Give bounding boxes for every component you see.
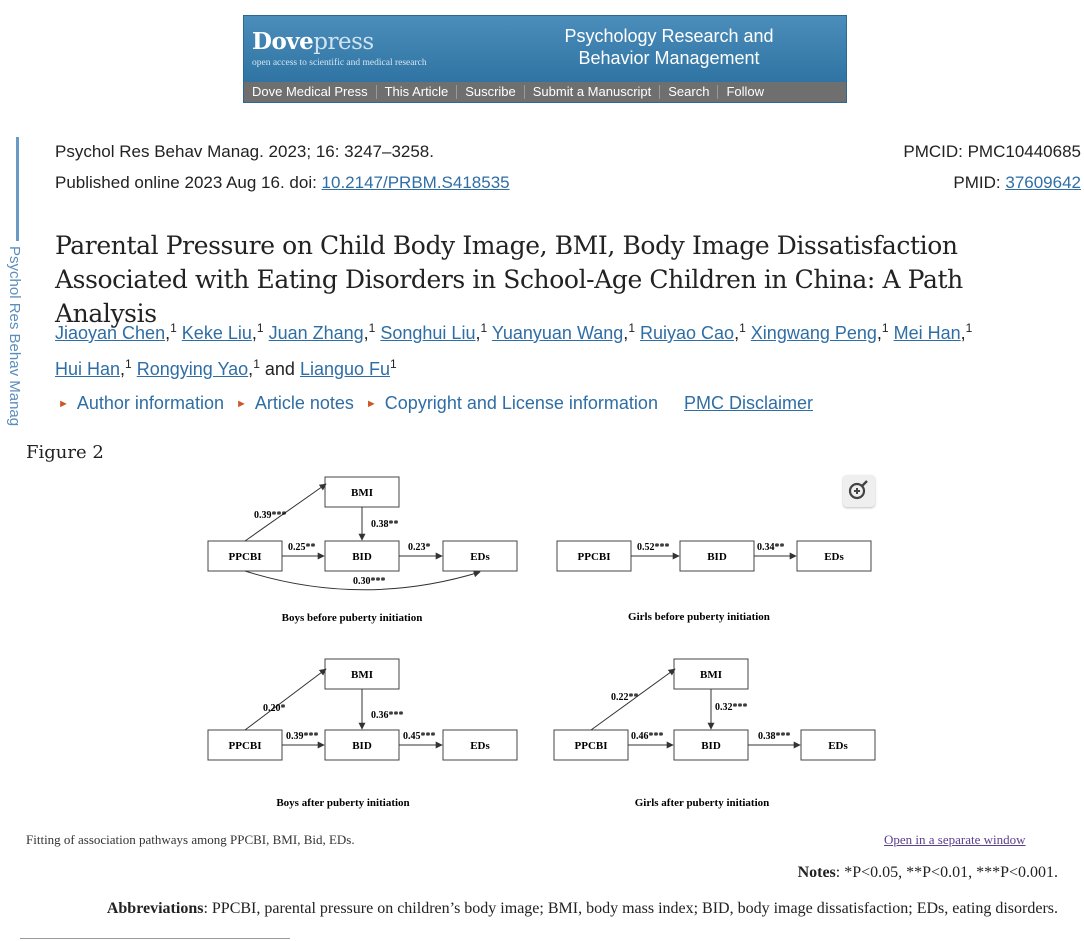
divider <box>20 938 290 939</box>
brand-bold: Dove <box>252 28 314 55</box>
panel-girls-after <box>554 659 875 809</box>
panel-girls-before <box>557 541 871 623</box>
author-link[interactable]: Hui Han <box>55 359 121 379</box>
expand-triangle-icon[interactable]: ► <box>235 397 247 410</box>
notes-label: Notes <box>797 864 836 881</box>
coef-label: 0.22** <box>611 692 639 703</box>
coef-label: 0.20* <box>263 703 286 714</box>
author-link[interactable]: Xingwang Peng <box>750 323 877 343</box>
node-eds: EDs <box>824 551 844 563</box>
brand-light: press <box>313 29 374 55</box>
pmid-label: PMID: <box>953 173 1006 192</box>
node-ppcbi: PPCBI <box>577 551 611 563</box>
coef-label: 0.23* <box>408 542 431 553</box>
node-bid: BID <box>701 740 721 752</box>
affiliation-sup[interactable]: 1 <box>256 321 264 335</box>
nav-this-article[interactable]: This Article <box>377 85 458 99</box>
panel-title: Girls after puberty initiation <box>634 797 770 809</box>
coef-label: 0.52*** <box>637 542 670 553</box>
author-link[interactable]: Mei Han <box>893 323 961 343</box>
node-bid: BID <box>352 551 372 563</box>
node-bmi: BMI <box>351 487 373 499</box>
coef-label: 0.30*** <box>353 576 386 587</box>
figure-label: Figure 2 <box>26 442 104 463</box>
pmcid: PMCID: PMC10440685 <box>903 142 1081 161</box>
nav-search[interactable]: Search <box>660 85 718 99</box>
author-link[interactable]: Jiaoyan Chen <box>55 323 166 343</box>
node-eds: EDs <box>470 551 490 563</box>
node-bid: BID <box>707 551 727 563</box>
nav-dove-medical-press[interactable]: Dove Medical Press <box>244 85 377 99</box>
open-separate-window-link[interactable]: Open in a separate window <box>884 832 1026 847</box>
author-link[interactable]: Rongying Yao <box>136 359 249 379</box>
coef-label: 0.38*** <box>758 731 791 742</box>
citation-line: Psychol Res Behav Manag. 2023; 16: 3247–3258. <box>55 142 434 161</box>
nav-subscribe[interactable]: Suscribe <box>457 85 525 99</box>
figure-notes <box>798 864 1058 882</box>
copyright-toggle[interactable]: Copyright and License information <box>384 393 658 413</box>
notes-text: : *P<0.05, **P<0.01, ***P<0.001. <box>835 864 1058 881</box>
author-list: Jiaoyan Chen,$^1$ Keke Liu,$^1$ Juan Zhang,$^1$ Songhui Liu,$^1$ Yuanyuan Wang,$^1$ Ruiyao Cao,$^1$ Xingwang Peng,$^1$ Mei Han,$^1$ Hui Han,$^1$ Rongying Yao,$^1$ and Lianguo Fu$^1$ <box>55 321 973 379</box>
article-notes-toggle[interactable]: Article notes <box>254 393 354 413</box>
pmid-link[interactable]: 37609642 <box>1005 173 1081 192</box>
author-link[interactable]: Songhui Liu <box>380 323 476 343</box>
author-information-toggle[interactable]: Author information <box>76 393 224 413</box>
expand-triangle-icon[interactable]: ► <box>58 397 69 410</box>
panel-title: Girls before puberty initiation <box>628 611 770 623</box>
coef-label: 0.46*** <box>631 731 664 742</box>
figure-caption: Fitting of association pathways among PPCBI, BMI, Bid, EDs. <box>26 832 355 847</box>
journal-name-line2: Behavior Management <box>578 48 760 68</box>
node-ppcbi: PPCBI <box>228 551 262 563</box>
affiliation-sup[interactable]: 1 <box>170 321 177 335</box>
journal-name-line1: Psychology Research and <box>564 26 774 46</box>
affiliation-sup[interactable]: 1 <box>739 321 746 335</box>
author-link[interactable]: Ruiyao Cao <box>640 323 735 343</box>
panel-title: Boys after puberty initiation <box>276 797 410 809</box>
abbreviations-label: Abbreviations <box>106 900 204 917</box>
coef-label: 0.39*** <box>286 731 319 742</box>
doi-link[interactable]: 10.2147/PRBM.S418535 <box>321 173 510 192</box>
author-link[interactable]: Juan Zhang <box>268 323 364 343</box>
authors-and: and <box>264 359 295 379</box>
author-link[interactable]: Lianguo Fu <box>299 359 391 379</box>
affiliation-sup[interactable]: 1 <box>125 357 132 371</box>
coef-label: 0.45*** <box>403 731 436 742</box>
panel-title: Boys before puberty initiation <box>281 612 423 624</box>
sidebar-journal-label: Psychol Res Behav Manag <box>6 246 23 427</box>
affiliation-sup[interactable]: 1 <box>480 321 488 335</box>
figure-abbreviations <box>58 898 1058 920</box>
coef-label: 0.25** <box>288 542 316 553</box>
nav-follow[interactable]: Follow <box>726 84 765 99</box>
affiliation-sup[interactable]: 1 <box>628 321 635 335</box>
coef-label: 0.34** <box>757 542 785 553</box>
affiliation-sup[interactable]: 1 <box>965 321 973 335</box>
coef-label: 0.36*** <box>371 710 404 721</box>
node-bid: BID <box>352 740 372 752</box>
node-eds: EDs <box>470 740 490 752</box>
node-ppcbi: PPCBI <box>228 740 262 752</box>
node-bmi: BMI <box>700 669 722 681</box>
panel-boys-before <box>208 477 517 624</box>
expand-triangle-icon[interactable]: ► <box>365 397 377 410</box>
node-ppcbi: PPCBI <box>574 740 608 752</box>
nav-submit-manuscript[interactable]: Submit a Manuscript <box>525 85 661 99</box>
pmc-disclaimer-link[interactable]: PMC Disclaimer <box>683 393 813 413</box>
published-prefix: Published online 2023 Aug 16. doi: <box>55 173 322 192</box>
coef-label: 0.39*** <box>254 510 287 521</box>
coef-label: 0.38** <box>371 519 399 530</box>
coef-label: 0.32*** <box>715 702 748 713</box>
affiliation-sup[interactable]: 1 <box>881 321 889 335</box>
author-link[interactable]: Keke Liu <box>181 323 252 343</box>
affiliation-sup[interactable]: 1 <box>368 321 376 335</box>
abbreviations-text: : PPCBI, parental pressure on children’s body image; BMI, body mass index; BID, body image dissatisfaction; EDs, eating disorders. <box>203 900 1058 917</box>
node-eds: EDs <box>828 740 848 752</box>
affiliation-sup[interactable]: 1 <box>253 357 260 371</box>
author-link[interactable]: Yuanyuan Wang <box>491 323 624 343</box>
brand-tagline: open access to scientific and medical research <box>252 58 427 68</box>
panel-boys-after <box>208 659 517 809</box>
affiliation-sup[interactable]: 1 <box>390 357 397 371</box>
article-title: Parental Pressure on Child Body Image, BMI, Body Image Dissatisfaction Associated with Eating Disorders in School-Age Children in China: A Path Analysis <box>55 231 963 328</box>
path-arrow <box>245 669 326 730</box>
node-bmi: BMI <box>351 669 373 681</box>
